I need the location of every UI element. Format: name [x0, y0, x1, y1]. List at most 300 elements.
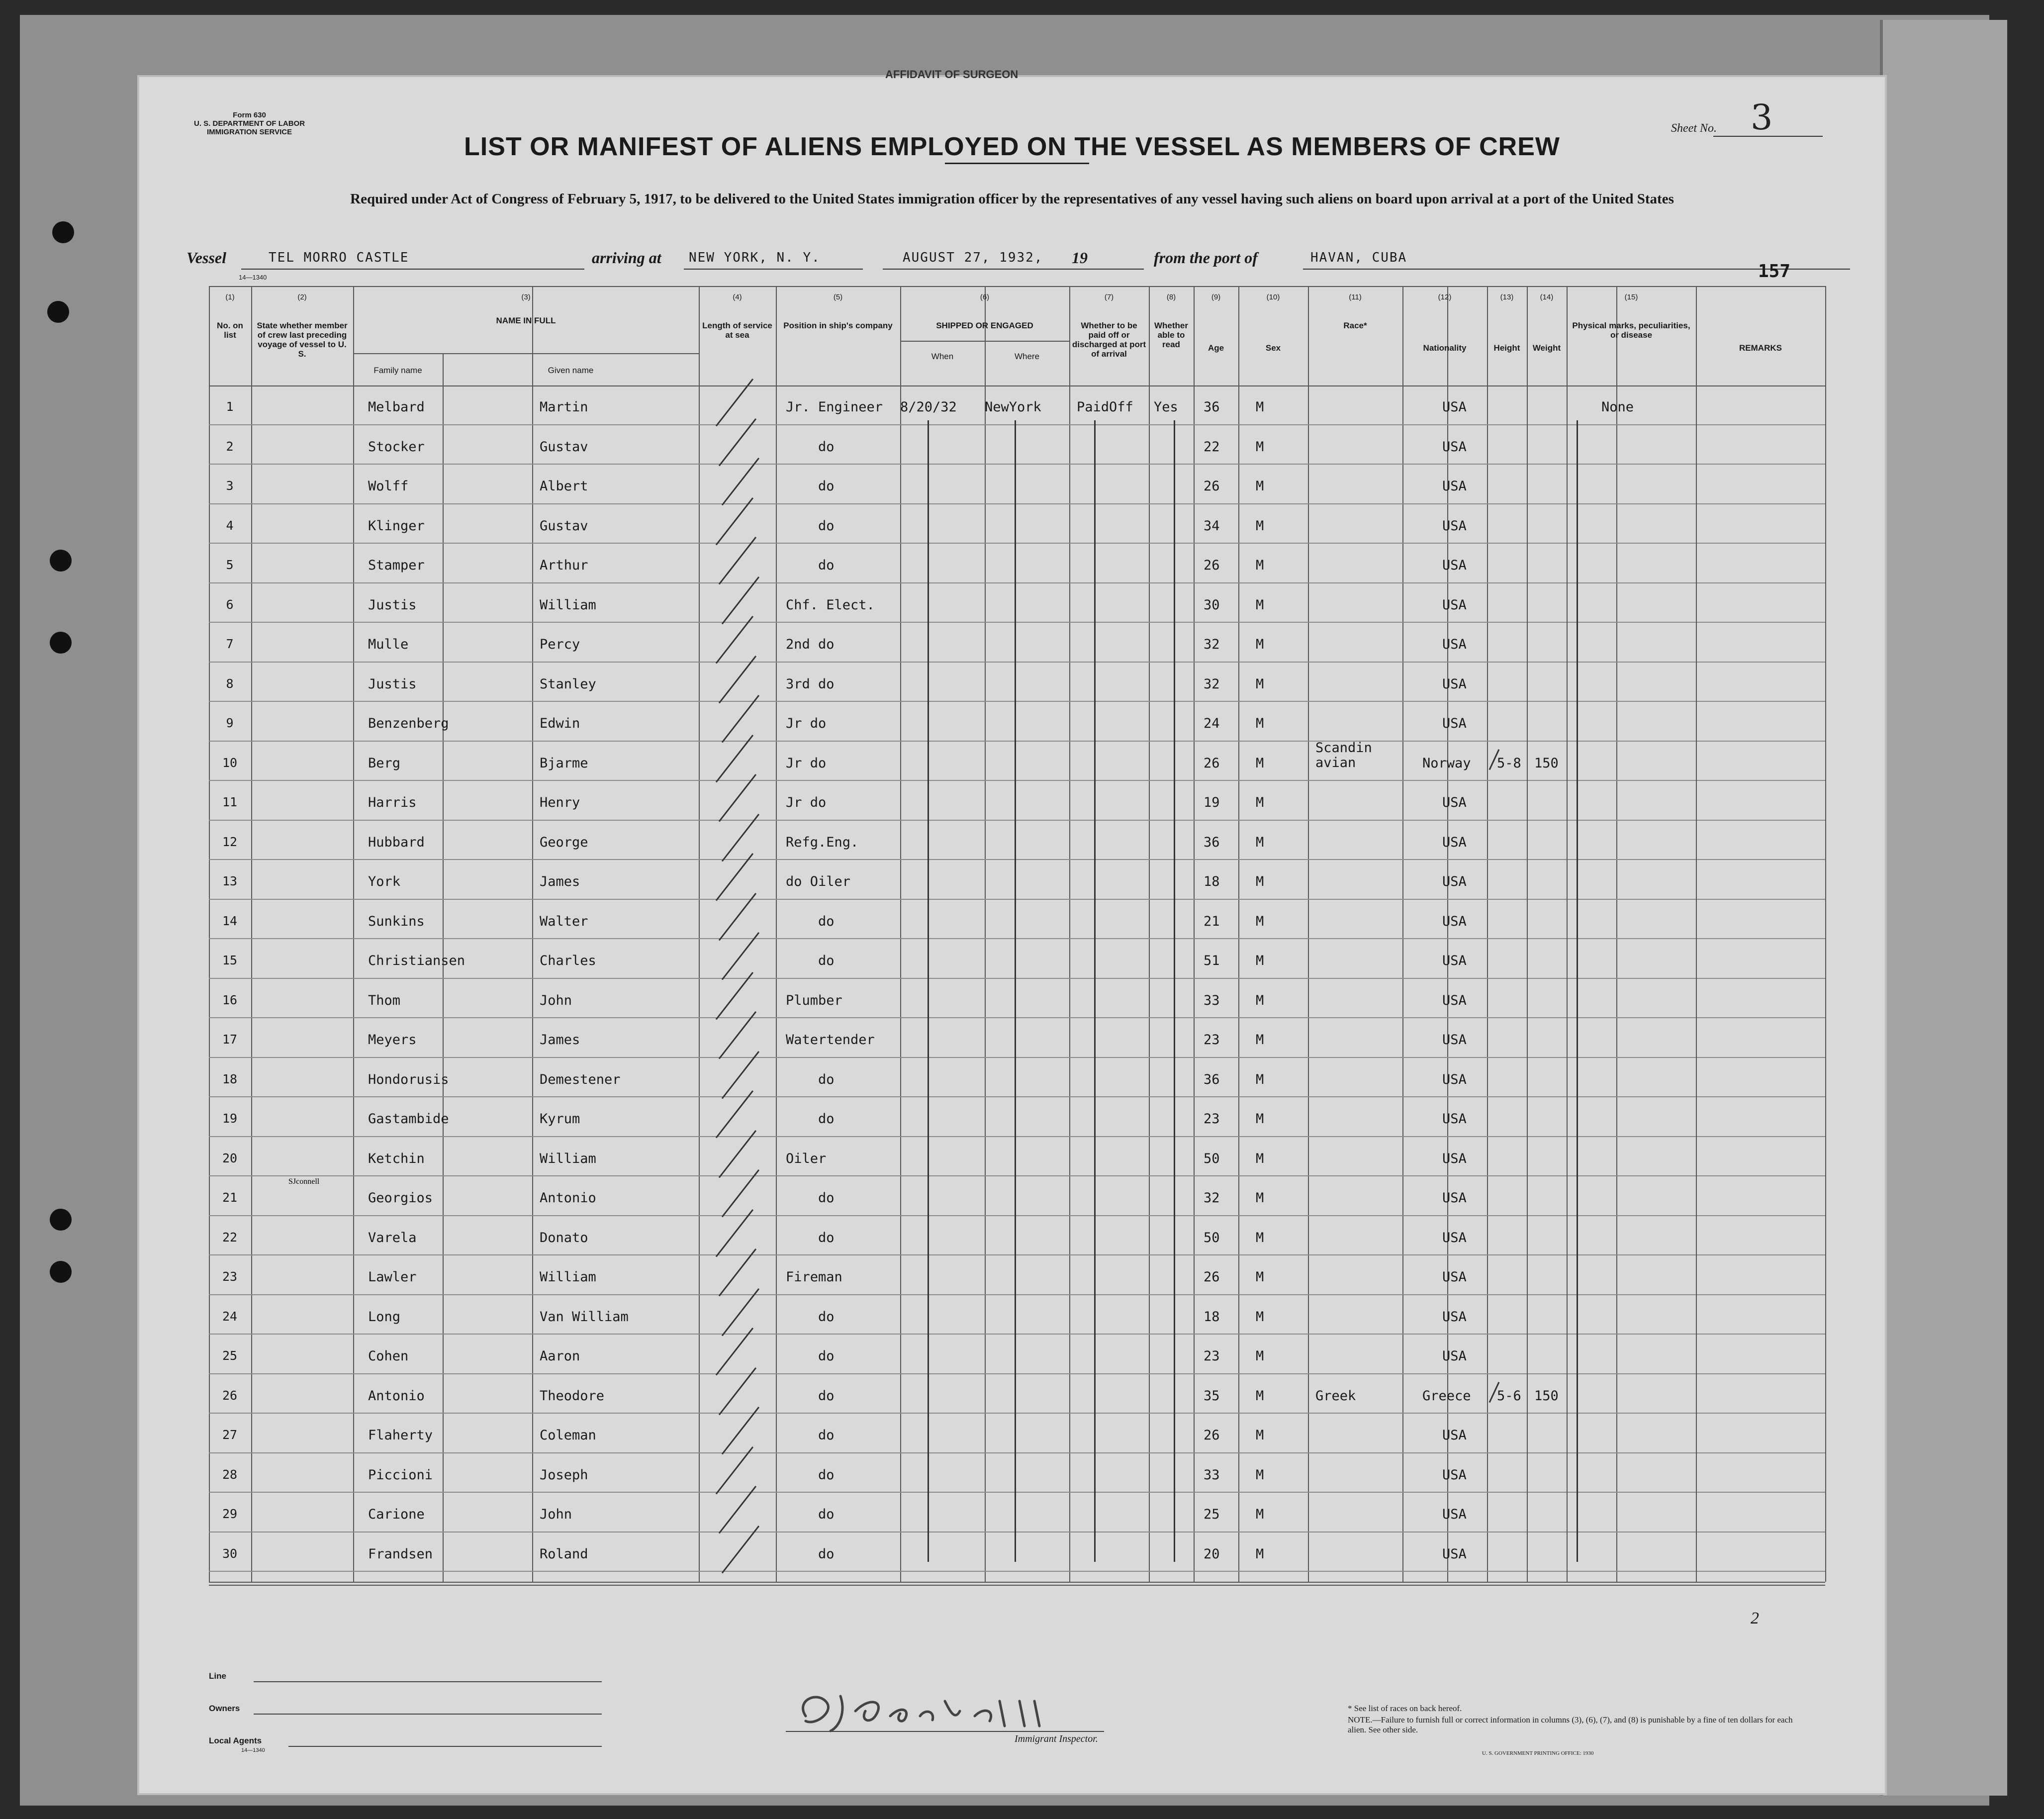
cell-sex: M [1256, 755, 1264, 771]
rule-line [209, 1096, 1825, 1097]
column-line [900, 286, 901, 1582]
cell-sex: M [1256, 1309, 1264, 1325]
row-number: 13 [222, 874, 238, 888]
cell-nationality: Norway [1422, 755, 1471, 771]
cell-family: Varela [368, 1230, 417, 1245]
column-number: (9) [1211, 293, 1221, 301]
cell-sex: M [1256, 1507, 1264, 1522]
rule-line [209, 464, 1825, 465]
cell-sex: M [1256, 1348, 1264, 1364]
cell-position: do [818, 479, 835, 494]
cell-family: Harris [368, 795, 417, 810]
inspector-line [786, 1731, 1104, 1732]
cell-given: Stanley [540, 676, 596, 692]
cell-sex: M [1256, 439, 1264, 455]
column-line [1527, 286, 1528, 1582]
column-line [1149, 286, 1150, 1582]
column-line [209, 286, 210, 1582]
rule-line [209, 662, 1825, 663]
cell-sex: M [1256, 399, 1264, 415]
cell-nationality: USA [1442, 1428, 1467, 1443]
column-line [353, 286, 354, 1582]
ditto-line [1577, 420, 1578, 1562]
cell-position: 3rd do [786, 676, 835, 692]
manifest-title: LIST OR MANIFEST OF ALIENS EMPLOYED ON THE VESSEL AS MEMBERS OF CREW [464, 132, 1560, 161]
cell-position: 2nd do [786, 637, 835, 652]
cell-sex: M [1256, 1190, 1264, 1206]
cell-position: do [818, 558, 835, 573]
cell-nationality: USA [1442, 399, 1467, 415]
cell-family: Meyers [368, 1032, 417, 1048]
cell-nationality: USA [1442, 834, 1467, 850]
cell-given: Roland [540, 1546, 588, 1562]
cell-where: NewYork [985, 399, 1041, 415]
manifest-sheet [139, 68, 1885, 1793]
cell-given: James [540, 874, 580, 889]
cell-age: 22 [1204, 439, 1220, 455]
column-number: (13) [1500, 293, 1514, 301]
subheader-where: Where [1014, 352, 1040, 361]
cell-nationality: USA [1442, 439, 1467, 455]
inspector-label: Immigrant Inspector. [1015, 1733, 1098, 1744]
cell-family: Stamper [368, 558, 425, 573]
column-number: (4) [733, 293, 742, 301]
column-header: Age [1208, 343, 1224, 353]
row-number: 17 [222, 1032, 238, 1047]
rule-line [209, 1057, 1825, 1058]
page-number: 157 [1758, 261, 1791, 282]
cell-given: Albert [540, 479, 588, 494]
cell-marks: None [1601, 399, 1634, 415]
row-number: 21 [222, 1190, 238, 1205]
service-slash-mark [719, 1011, 756, 1059]
column-header: No. on list [217, 321, 243, 340]
rule-line [209, 424, 1825, 425]
cell-position: Jr. Engineer [786, 399, 883, 415]
cell-family: Lawler [368, 1269, 417, 1285]
column-line [1567, 286, 1568, 1582]
column-number: (8) [1166, 293, 1176, 301]
cell-sex: M [1256, 1111, 1264, 1127]
rule-line [209, 1334, 1825, 1335]
row-number: 8 [226, 676, 234, 691]
service-slash-mark [722, 1169, 759, 1217]
cell-age: 32 [1204, 1190, 1220, 1206]
service-slash-mark [722, 576, 759, 624]
rule-line [209, 1585, 1825, 1586]
cell-age: 36 [1204, 399, 1220, 415]
row-number: 24 [222, 1309, 238, 1324]
cell-sex: M [1256, 637, 1264, 652]
cell-position: Chf. Elect. [786, 597, 875, 613]
column-number: (10) [1266, 293, 1280, 301]
cell-position: Refg.Eng. [786, 834, 859, 850]
cell-given: John [540, 992, 572, 1008]
cell-sex: M [1256, 1230, 1264, 1245]
cell-position: do [818, 953, 835, 968]
binder-hole [52, 221, 74, 243]
cell-position: do Oiler [786, 874, 851, 889]
cell-family: Hubbard [368, 834, 425, 850]
row-number: 20 [222, 1150, 238, 1165]
cell-age: 50 [1204, 1230, 1220, 1245]
title-underline [945, 163, 1089, 164]
cell-family: Cohen [368, 1348, 409, 1364]
cell-nationality: USA [1442, 518, 1467, 534]
cell-position: Oiler [786, 1150, 827, 1166]
department-name: U. S. DEPARTMENT OF LABOR [194, 119, 305, 128]
service-slash-mark [722, 695, 759, 743]
cell-position: do [818, 1190, 835, 1206]
cell-position: do [818, 1507, 835, 1522]
arriving-label: arriving at [592, 249, 661, 267]
cell-age: 30 [1204, 597, 1220, 613]
cell-family: Melbard [368, 399, 425, 415]
rule-line [209, 780, 1825, 781]
cell-age: 26 [1204, 755, 1220, 771]
cell-sex: M [1256, 1388, 1264, 1404]
row-number: 6 [226, 597, 234, 612]
cell-given: Walter [540, 913, 588, 929]
cell-given: Aaron [540, 1348, 580, 1364]
cell-nationality: USA [1442, 716, 1467, 731]
column-line [776, 286, 777, 1582]
cell-family: Thom [368, 992, 401, 1008]
column-header: Nationality [1423, 343, 1467, 353]
rule-line [209, 820, 1825, 821]
cell-family: Stocker [368, 439, 425, 455]
agents-label: Local Agents [209, 1736, 262, 1745]
cell-paid: PaidOff [1077, 399, 1133, 415]
rule-line [209, 1452, 1825, 1453]
cell-family: Carione [368, 1507, 425, 1522]
rule-line [209, 1373, 1825, 1374]
column-header: Sex [1265, 343, 1281, 353]
cell-nationality: USA [1442, 953, 1467, 968]
service-slash-mark [722, 814, 759, 862]
cell-given: George [540, 834, 588, 850]
rule-line [209, 1254, 1825, 1255]
rule-line [209, 1175, 1825, 1176]
rule-line [209, 503, 1825, 504]
row-number: 9 [226, 716, 234, 730]
rule-line [209, 701, 1825, 702]
row-number: 16 [222, 992, 238, 1007]
service-slash-mark [719, 774, 756, 822]
row-number: 28 [222, 1467, 238, 1482]
rule-line [209, 1492, 1825, 1493]
cell-position: do [818, 439, 835, 455]
service-slash-mark [722, 458, 759, 505]
rule-line [353, 353, 699, 354]
cell-family: Piccioni [368, 1467, 433, 1483]
cell-nationality: USA [1442, 1230, 1467, 1245]
column-line [1825, 286, 1826, 1582]
vessel-name: TEL MORRO CASTLE [269, 250, 409, 265]
ditto-line [1094, 420, 1096, 1562]
cell-nationality: USA [1442, 597, 1467, 613]
row-number: 10 [222, 755, 238, 770]
cell-given: Coleman [540, 1428, 596, 1443]
sheet-number-label: Sheet No. [1671, 122, 1717, 135]
row-number: 3 [226, 479, 234, 493]
row-number: 1 [226, 399, 234, 414]
service-slash-mark [722, 1051, 759, 1099]
column-number: (11) [1349, 293, 1362, 301]
cell-family: Gastambide [368, 1111, 449, 1127]
owners-field [254, 1714, 602, 1715]
cell-position: do [818, 1309, 835, 1325]
binder-hole [50, 1209, 72, 1231]
owners-label: Owners [209, 1704, 240, 1713]
service-slash-mark [722, 1407, 759, 1454]
service-slash-mark [719, 1248, 756, 1296]
column-number: (14) [1540, 293, 1554, 301]
ditto-line [928, 420, 929, 1562]
cell-given: Percy [540, 637, 580, 652]
from-port-label: from the port of [1154, 249, 1258, 267]
cell-nationality: USA [1442, 558, 1467, 573]
cell-sex: M [1256, 1150, 1264, 1166]
subheader-given: Given name [548, 366, 594, 375]
cell-family: Flaherty [368, 1428, 433, 1443]
rule-line [209, 741, 1825, 742]
cell-sex: M [1256, 518, 1264, 534]
cell-given: John [540, 1507, 572, 1522]
service-slash-mark [719, 656, 756, 703]
column-header: REMARKS [1739, 343, 1782, 353]
top-stamp: AFFIDAVIT OF SURGEON [885, 68, 1019, 81]
service-slash-mark [719, 1367, 756, 1415]
rule-line [209, 385, 1825, 386]
cell-sex: M [1256, 913, 1264, 929]
cell-age: 32 [1204, 637, 1220, 652]
cell-weight: 150 [1534, 1388, 1559, 1404]
cell-age: 51 [1204, 953, 1220, 968]
rule-line [209, 1215, 1825, 1216]
tail-mark: 2 [1751, 1609, 1759, 1628]
cell-nationality: USA [1442, 1309, 1467, 1325]
arriving-port: NEW YORK, N. Y. [689, 250, 821, 265]
cell-position: Plumber [786, 992, 842, 1008]
cell-sex: M [1256, 558, 1264, 573]
cell-nationality: USA [1442, 1546, 1467, 1562]
cell-nationality: USA [1442, 1467, 1467, 1483]
row-number: 27 [222, 1428, 238, 1442]
cell-position: do [818, 1071, 835, 1087]
line-field [254, 1681, 602, 1682]
cell-sex: M [1256, 1032, 1264, 1048]
service-slash-mark [719, 893, 756, 941]
cell-age: 26 [1204, 479, 1220, 494]
cell-age: 23 [1204, 1348, 1220, 1364]
cell-given: William [540, 1150, 596, 1166]
rule-line [209, 286, 1825, 287]
rule-line [209, 582, 1825, 583]
cell-sex: M [1256, 1467, 1264, 1483]
cell-age: 19 [1204, 795, 1220, 810]
subheader-family: Family name [373, 366, 422, 375]
cell-age: 35 [1204, 1388, 1220, 1404]
cell-nationality: USA [1442, 1507, 1467, 1522]
cell-nationality: USA [1442, 1032, 1467, 1048]
rule-line [209, 1582, 1825, 1583]
row-number: 11 [222, 795, 238, 809]
cell-height: 5-6 [1497, 1388, 1521, 1404]
ditto-line [1174, 420, 1175, 1562]
cell-sex: M [1256, 992, 1264, 1008]
cell-position: do [818, 1428, 835, 1443]
rule-line [209, 978, 1825, 979]
column-line [1696, 286, 1697, 1582]
column-number: (1) [225, 293, 235, 301]
cell-given: Gustav [540, 518, 588, 534]
cell-age: 26 [1204, 1269, 1220, 1285]
cell-family: Frandsen [368, 1546, 433, 1562]
cell-family: Antonio [368, 1388, 425, 1404]
cell-given: Antonio [540, 1190, 596, 1206]
column-number: (12) [1438, 293, 1452, 301]
column-header: NAME IN FULL [496, 316, 556, 325]
cell-sex: M [1256, 795, 1264, 810]
sheet-number: 3 [1751, 97, 1773, 138]
cell-position: do [818, 1546, 835, 1562]
cell-given: Joseph [540, 1467, 588, 1483]
cell-sex: M [1256, 1071, 1264, 1087]
row-number: 12 [222, 834, 238, 849]
cell-given: William [540, 1269, 596, 1285]
rule-line [209, 1136, 1825, 1137]
cell-sex: M [1256, 874, 1264, 889]
column-line [985, 341, 986, 1582]
binder-hole [50, 1261, 72, 1283]
row-number: 2 [226, 439, 234, 454]
cell-age: 33 [1204, 1467, 1220, 1483]
cell-age: 50 [1204, 1150, 1220, 1166]
column-number: (6) [980, 293, 990, 301]
arrival-date: AUGUST 27, 1932, [903, 250, 1043, 265]
row-number: 5 [226, 558, 234, 572]
cell-family: Wolff [368, 479, 409, 494]
rule-line [209, 622, 1825, 623]
cell-sex: M [1256, 676, 1264, 692]
cell-age: 21 [1204, 913, 1220, 929]
service-slash-mark [719, 1130, 756, 1178]
column-number: (3) [521, 293, 531, 301]
cell-sex: M [1256, 1428, 1264, 1443]
service-slash-mark [719, 418, 756, 466]
rule-line [209, 899, 1825, 900]
rule-line [209, 938, 1825, 939]
column-line [1238, 286, 1239, 1582]
cell-given: Gustav [540, 439, 588, 455]
cell-nationality: USA [1442, 913, 1467, 929]
cell-given: William [540, 597, 596, 613]
cell-given: Arthur [540, 558, 588, 573]
cell-family: Mulle [368, 637, 409, 652]
subheader-when: When [931, 352, 954, 361]
cell-when: 8/20/32 [900, 399, 957, 415]
cell-family: Berg [368, 755, 401, 771]
cell-given: Martin [540, 399, 588, 415]
cell-position: Jr do [786, 755, 827, 771]
binder-hole [47, 301, 69, 323]
cell-position: do [818, 913, 835, 929]
column-header: Race* [1343, 321, 1367, 330]
cell-given: Henry [540, 795, 580, 810]
service-slash-mark [722, 932, 759, 980]
rule-line [209, 1571, 1825, 1572]
agents-code: 14—1340 [241, 1747, 265, 1753]
column-header: Length of service at sea [702, 321, 772, 340]
cell-age: 25 [1204, 1507, 1220, 1522]
cell-nationality: USA [1442, 1111, 1467, 1127]
column-header: Physical marks, peculiarities, or disease [1572, 321, 1690, 340]
cell-position: do [818, 1111, 835, 1127]
cell-given: Edwin [540, 716, 580, 731]
cell-nationality: USA [1442, 676, 1467, 692]
binder-hole [50, 550, 72, 572]
column-number: (2) [297, 293, 307, 301]
races-note: * See list of races on back hereof. [1348, 1704, 1462, 1713]
row-number: 18 [222, 1071, 238, 1086]
cell-age: 32 [1204, 676, 1220, 692]
column-number: (15) [1624, 293, 1638, 301]
cell-given: Charles [540, 953, 596, 968]
cell-age: 23 [1204, 1032, 1220, 1048]
cell-given: Donato [540, 1230, 588, 1245]
cell-family: Hondorusis [368, 1071, 449, 1087]
cell-position: do [818, 1467, 835, 1483]
cell-given: Theodore [540, 1388, 605, 1404]
column-line [699, 286, 700, 1582]
vessel-row [186, 249, 1853, 274]
cell-family: Justis [368, 676, 417, 692]
cell-age: 36 [1204, 1071, 1220, 1087]
cell-given: Kyrum [540, 1111, 580, 1127]
cell-age: 24 [1204, 716, 1220, 731]
small-code: 14—1340 [239, 274, 267, 281]
cell-family: Long [368, 1309, 401, 1325]
cell-sex: M [1256, 834, 1264, 850]
cell-sex: M [1256, 716, 1264, 731]
cell-family: Ketchin [368, 1150, 425, 1166]
cell-family: Klinger [368, 518, 425, 534]
cell-height: 5-8 [1497, 755, 1521, 771]
cell-nationality: USA [1442, 637, 1467, 652]
cell-read: Yes [1154, 399, 1178, 415]
cell-age: 34 [1204, 518, 1220, 534]
crew-table [209, 286, 1825, 1624]
cell-position: Jr do [786, 795, 827, 810]
signature-text: SJconnell [288, 1177, 320, 1186]
row-number: 23 [222, 1269, 238, 1284]
fine-note: NOTE.—Failure to furnish full or correct information in columns (3), (6), (7), and (8) is punishable by a fine of ten dollars for each alien. See other side. [1348, 1715, 1793, 1734]
form-number: Form 630 [233, 111, 266, 119]
column-line [1194, 286, 1195, 1582]
from-port: HAVAN, CUBA [1310, 250, 1407, 265]
cell-sex: M [1256, 1546, 1264, 1562]
column-number: (7) [1104, 293, 1114, 301]
row-number: 30 [222, 1546, 238, 1561]
ditto-line [1015, 420, 1016, 1562]
cell-position: do [818, 1388, 835, 1404]
cell-family: Georgios [368, 1190, 433, 1206]
cell-nationality: USA [1442, 795, 1467, 810]
cell-age: 20 [1204, 1546, 1220, 1562]
column-line [1308, 286, 1309, 1582]
rule-line [209, 859, 1825, 860]
